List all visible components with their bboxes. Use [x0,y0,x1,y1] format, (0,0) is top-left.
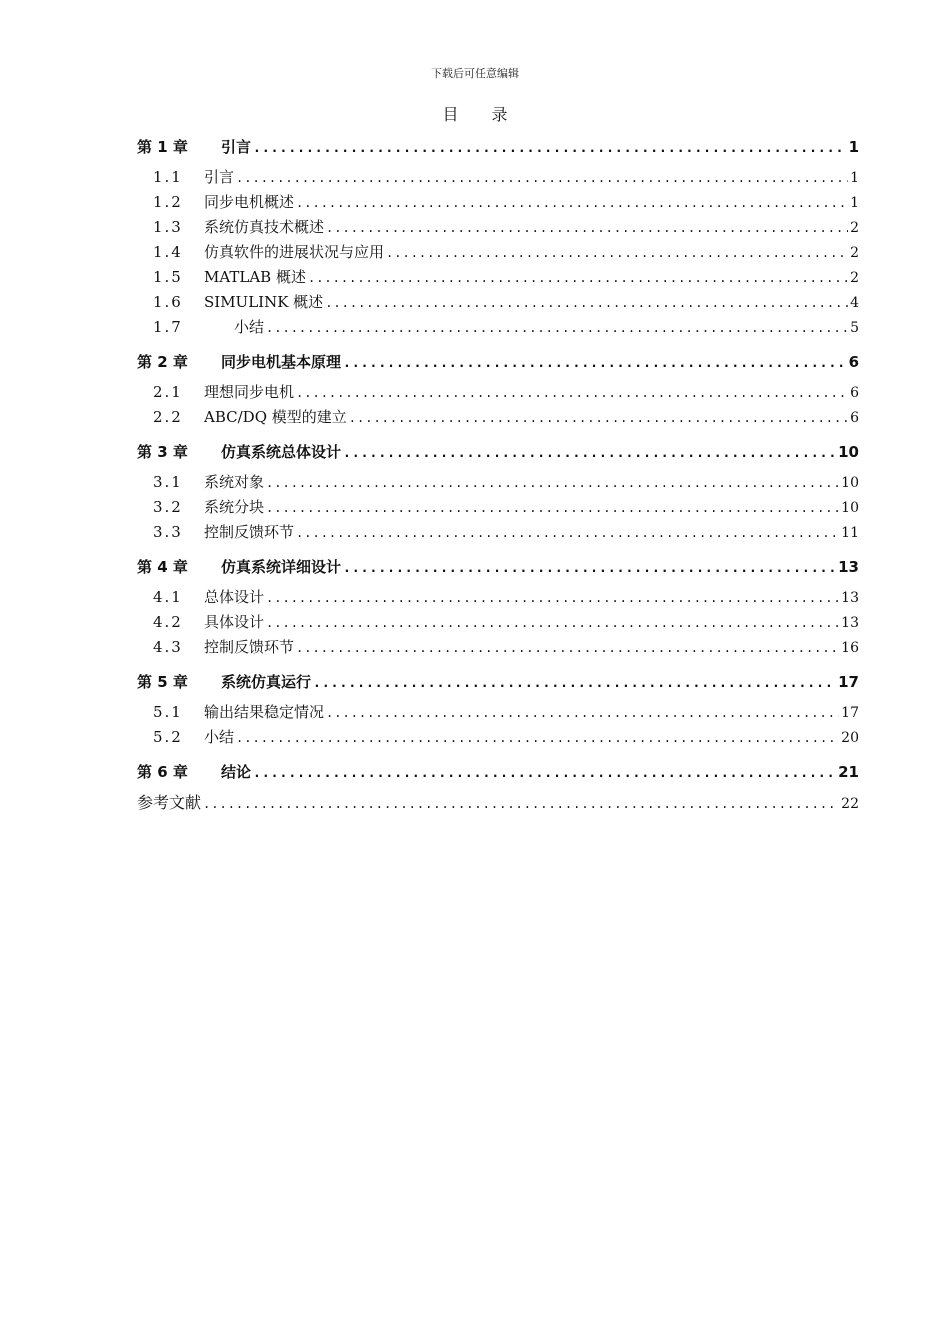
section-page: 5 [850,320,859,336]
references-title: 参考文献 [137,793,202,812]
section-page: 1 [850,170,859,186]
toc-title: 目 录 [442,105,522,124]
section-page: 1 [850,195,859,211]
header-note: 下载后可任意编辑 [431,67,519,80]
section-page: 2 [850,220,859,236]
dot-leader [349,406,848,431]
dot-leader [343,443,836,465]
section-page: 13 [841,590,859,606]
chapter-title: 引言 [221,138,252,156]
toc-section-1-3[interactable] [137,215,859,240]
dot-leader [266,316,848,341]
dot-leader [266,496,839,521]
toc-chapter-5[interactable] [137,671,859,693]
dot-leader [308,266,848,291]
toc-references[interactable] [137,790,859,815]
chapter-number: 第 3 章 [137,443,188,461]
section-page: 16 [841,640,859,656]
toc-section-3-2[interactable] [137,495,859,520]
toc-section-1-1[interactable] [137,165,859,190]
section-number: 1.7 [153,318,183,336]
dot-leader [325,291,848,316]
chapter-number: 第 2 章 [137,353,188,371]
section-number: 1.1 [153,168,183,186]
section-title: 理想同步电机 [204,383,295,401]
section-title: ABC/DQ 模型的建立 [204,408,347,426]
section-number: 1.5 [153,268,183,286]
section-title: 控制反馈环节 [204,638,295,656]
section-page: 6 [850,385,859,401]
dot-leader [313,673,836,695]
dot-leader [296,521,839,546]
chapter-page: 1 [848,138,859,156]
toc-section-2-2[interactable] [137,405,859,430]
toc-chapter-2[interactable] [137,351,859,373]
toc-section-1-2[interactable] [137,190,859,215]
section-number: 4.2 [153,613,183,631]
section-page: 10 [841,500,859,516]
section-title: 系统仿真技术概述 [204,218,325,236]
dot-leader [386,241,848,266]
dot-leader [296,191,848,216]
dot-leader [296,381,848,406]
section-title: 小结 [234,318,265,336]
toc-section-3-1[interactable] [137,470,859,495]
dot-leader [253,763,836,785]
section-title: 系统分块 [204,498,265,516]
dot-leader [296,636,839,661]
section-title: 同步电机概述 [204,193,295,211]
section-title: MATLAB 概述 [204,268,306,286]
section-page: 17 [841,705,859,721]
toc-section-4-1[interactable] [137,585,859,610]
section-page: 2 [850,245,859,261]
toc-section-2-1[interactable] [137,380,859,405]
dot-leader [326,216,848,241]
references-page: 22 [841,796,859,812]
section-title: SIMULINK 概述 [204,293,324,311]
dot-leader [326,701,839,726]
chapter-title: 仿真系统详细设计 [221,558,342,576]
toc-chapter-4[interactable] [137,556,859,578]
toc-chapter-3[interactable] [137,441,859,463]
section-page: 6 [850,410,859,426]
dot-leader [266,611,839,636]
section-number: 5.1 [153,703,183,721]
toc-chapter-6[interactable] [137,761,859,783]
chapter-title: 系统仿真运行 [221,673,312,691]
section-number: 1.4 [153,243,183,261]
section-number: 2.2 [153,408,183,426]
toc-section-3-3[interactable] [137,520,859,545]
section-number: 2.1 [153,383,183,401]
toc-section-5-1[interactable] [137,700,859,725]
section-title: 引言 [204,168,235,186]
dot-leader [253,138,847,160]
dot-leader [343,558,836,580]
chapter-number: 第 4 章 [137,558,188,576]
toc-section-5-2[interactable] [137,725,859,750]
chapter-page: 6 [848,353,859,371]
toc-chapter-1[interactable] [137,136,859,158]
chapter-title: 结论 [221,763,252,781]
section-page: 2 [850,270,859,286]
chapter-number: 第 6 章 [137,763,188,781]
section-page: 13 [841,615,859,631]
chapter-page: 13 [838,558,859,576]
section-title: 系统对象 [204,473,265,491]
toc-section-1-6[interactable] [137,290,859,315]
chapter-page: 21 [838,763,859,781]
section-number: 5.2 [153,728,183,746]
section-title: 具体设计 [204,613,265,631]
section-page: 10 [841,475,859,491]
section-number: 1.3 [153,218,183,236]
toc-section-1-4[interactable] [137,240,859,265]
section-page: 11 [841,525,859,541]
toc-section-4-2[interactable] [137,610,859,635]
dot-leader [236,166,848,191]
section-number: 3.2 [153,498,183,516]
dot-leader [266,471,839,496]
toc-section-1-7[interactable] [137,315,859,340]
section-title: 控制反馈环节 [204,523,295,541]
section-title: 总体设计 [204,588,265,606]
chapter-title: 仿真系统总体设计 [221,443,342,461]
chapter-page: 10 [838,443,859,461]
section-title: 输出结果稳定情况 [204,703,325,721]
section-number: 4.3 [153,638,183,656]
section-page: 4 [850,295,859,311]
toc-section-1-5[interactable] [137,265,859,290]
toc-section-4-3[interactable] [137,635,859,660]
dot-leader [236,726,839,751]
table-of-contents [137,136,859,815]
section-title: 小结 [204,728,235,746]
dot-leader [343,353,847,375]
chapter-number: 第 5 章 [137,673,188,691]
section-title: 仿真软件的进展状况与应用 [204,243,385,261]
section-number: 3.3 [153,523,183,541]
chapter-title: 同步电机基本原理 [221,353,342,371]
section-number: 1.6 [153,293,183,311]
section-number: 3.1 [153,473,183,491]
section-number: 1.2 [153,193,183,211]
section-page: 20 [841,730,859,746]
section-number: 4.1 [153,588,183,606]
dot-leader [203,792,839,817]
dot-leader [266,586,839,611]
chapter-number: 第 1 章 [137,138,188,156]
chapter-page: 17 [838,673,859,691]
